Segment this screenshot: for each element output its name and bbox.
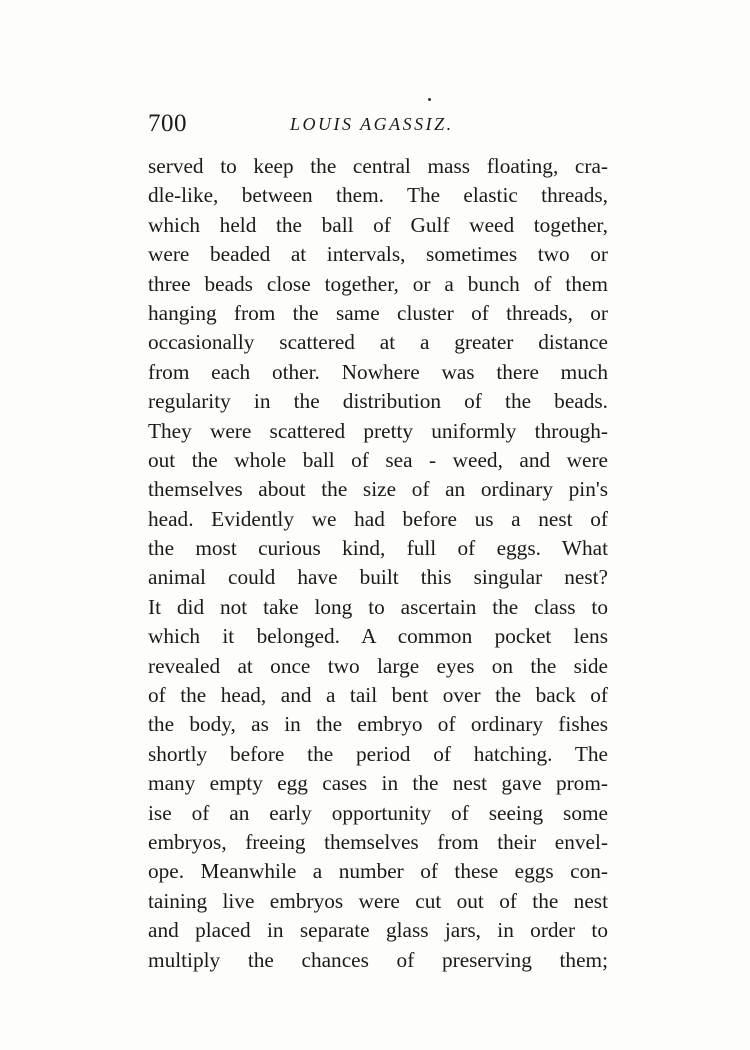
text-line: three beads close together, or a bunch of them (148, 271, 608, 296)
text-line: dle-like, between them. The elastic threads, (148, 183, 608, 208)
text-line: themselves about the size of an ordinary pin's (148, 477, 608, 502)
text-line: It did not take long to ascertain the class to (148, 594, 608, 619)
text-line: ise of an early opportunity of seeing some (148, 800, 608, 825)
text-line: shortly before the period of hatching. The (148, 741, 608, 766)
text-line: out the whole ball of sea - weed, and were (148, 447, 608, 472)
text-line: embryos, freeing themselves from their envel- (148, 829, 608, 854)
text-line: head. Evidently we had before us a nest of (148, 506, 608, 531)
running-title: LOUIS AGASSIZ. (290, 114, 454, 134)
text-line: from each other. Nowhere was there much (148, 359, 608, 384)
text-line: many empty egg cases in the nest gave prom- (148, 771, 608, 796)
text-line: ope. Meanwhile a number of these eggs con- (148, 859, 608, 884)
text-line: They were scattered pretty uniformly through- (148, 418, 608, 443)
page-number: 700 (148, 110, 187, 137)
text-line: the body, as in the embryo of ordinary fishes (148, 712, 608, 737)
text-line: the most curious kind, full of eggs. What (148, 536, 608, 561)
text-line: served to keep the central mass floating, cra- (148, 154, 608, 178)
text-line: animal could have built this singular nest? (148, 565, 608, 590)
ink-speck (428, 98, 431, 101)
text-line: occasionally scattered at a greater distance (148, 330, 608, 355)
running-head (148, 108, 608, 142)
text-line: multiply the chances of preserving them; (148, 947, 608, 972)
text-line: of the head, and a tail bent over the back of (148, 683, 608, 708)
text-line: which it belonged. A common pocket lens (148, 624, 608, 649)
text-line: taining live embryos were cut out of the nest (148, 888, 608, 913)
text-line: regularity in the distribution of the beads. (148, 389, 608, 414)
text-line: were beaded at intervals, sometimes two or (148, 242, 608, 267)
body-text (148, 152, 608, 975)
text-line: which held the ball of Gulf weed together, (148, 212, 608, 237)
text-line: revealed at once two large eyes on the side (148, 653, 608, 678)
text-line: hanging from the same cluster of threads, or (148, 300, 608, 325)
text-line: and placed in separate glass jars, in order to (148, 918, 608, 943)
